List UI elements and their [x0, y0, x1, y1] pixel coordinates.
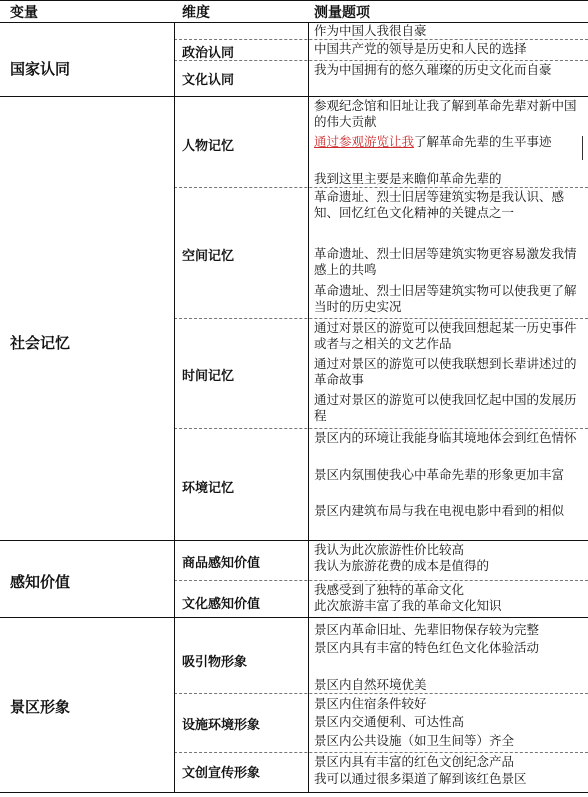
dimension-label: 环境记忆	[182, 481, 235, 496]
item-text: 景区内氛围使我心中革命先辈的形象更加丰富	[314, 467, 565, 482]
dimension-divider	[174, 60, 588, 61]
dimension-divider	[174, 693, 588, 694]
header-variable: 变量	[10, 5, 38, 21]
item-text: 我为中国拥有的悠久璀璨的历史文化而自豪	[314, 62, 552, 77]
dimension-label: 文化认同	[182, 73, 235, 88]
item-text: 景区内建筑布局与我在电视电影中看到的相似	[314, 503, 565, 518]
dimension-label: 吸引物形象	[182, 655, 248, 670]
item-text: 景区内住宿条件较好	[314, 696, 427, 711]
item-text: 我感受到了独特的革命文化	[314, 582, 465, 597]
item-text: 革命遗址、烈士旧居等建筑实物可以使我更了解当时的历史实况	[314, 283, 577, 314]
dimension-label: 文创宣传形象	[182, 766, 261, 781]
item-text: 景区内革命旧址、先辈旧物保存较为完整	[314, 622, 540, 637]
item-text: 我认为此次旅游性价比较高	[314, 542, 465, 557]
dimension-divider	[174, 318, 588, 319]
item-text: 我到这里主要是来瞻仰革命先辈的	[314, 171, 502, 186]
item-text: 参观纪念馆和旧址让我了解到革命先辈对新中国的伟大贡献	[314, 98, 577, 129]
item-text: 通过参观游览让我了解革命先辈的生平事迹	[314, 134, 552, 149]
column-divider	[174, 22, 175, 792]
header-items: 测量题项	[314, 5, 370, 21]
dimension-label: 空间记忆	[182, 249, 235, 264]
variable-label: 景区形象	[10, 698, 71, 716]
item-text: 通过对景区的游览可以使我回想起某一历史事件或者与之相关的文艺作品	[314, 320, 577, 351]
variable-label: 感知价值	[10, 573, 71, 591]
dimension-divider	[174, 428, 588, 429]
dimension-label: 政治认同	[182, 46, 235, 61]
dimension-label: 人物记忆	[182, 139, 235, 154]
item-text: 景区内自然环境优美	[314, 677, 427, 692]
header-dimension: 维度	[182, 5, 210, 21]
item-text: 此次旅游丰富了我的革命文化知识	[314, 598, 502, 613]
item-text: 通过对景区的游览可以使我联想到长辈讲述过的革命故事	[314, 356, 577, 387]
item-text: 景区内公共设施（如卫生间等）齐全	[314, 733, 515, 748]
dimension-label: 商品感知价值	[182, 556, 261, 571]
item-text: 我认为旅游花费的成本是值得的	[314, 558, 490, 573]
variable-label: 社会记忆	[10, 334, 71, 352]
item-text: 景区内的环境让我能身临其境地体会到红色情怀	[314, 430, 577, 445]
section-rule	[0, 617, 588, 618]
item-text: 中国共产党的领导是历史和人民的选择	[314, 41, 527, 56]
item-text: 景区内具有丰富的特色红色文化体验活动	[314, 640, 540, 655]
dimension-divider	[174, 187, 588, 188]
item-text: 景区内具有丰富的红色文创纪念产品	[314, 754, 515, 769]
variable-label: 国家认同	[10, 60, 71, 78]
column-divider	[308, 22, 309, 792]
item-text: 作为中国人我很自豪	[314, 23, 427, 38]
table-header	[0, 2, 588, 22]
section-rule	[0, 96, 588, 97]
top-rule	[0, 0, 588, 1]
item-text: 景区内交通便利、可达性高	[314, 714, 465, 729]
dimension-label: 时间记忆	[182, 369, 235, 384]
dimension-divider	[174, 580, 588, 581]
text-cursor	[582, 136, 583, 160]
section-rule	[0, 540, 588, 541]
dimension-label: 文化感知价值	[182, 597, 261, 612]
item-text: 通过对景区的游览可以使我回忆起中国的发展历程	[314, 392, 577, 423]
highlighted-link[interactable]: 通过参观游览让我	[314, 134, 415, 149]
dimension-divider	[174, 752, 588, 753]
dimension-divider	[174, 39, 588, 40]
bottom-rule	[0, 792, 588, 793]
item-text: 革命遗址、烈士旧居等建筑实物是我认识、感知、回忆红色文化精神的关键点之一	[314, 189, 565, 220]
item-text: 革命遗址、烈士旧居等建筑实物更容易激发我情感上的共鸣	[314, 246, 577, 277]
item-text: 我可以通过很多渠道了解到该红色景区	[314, 771, 527, 786]
dimension-label: 设施环境形象	[182, 718, 261, 733]
